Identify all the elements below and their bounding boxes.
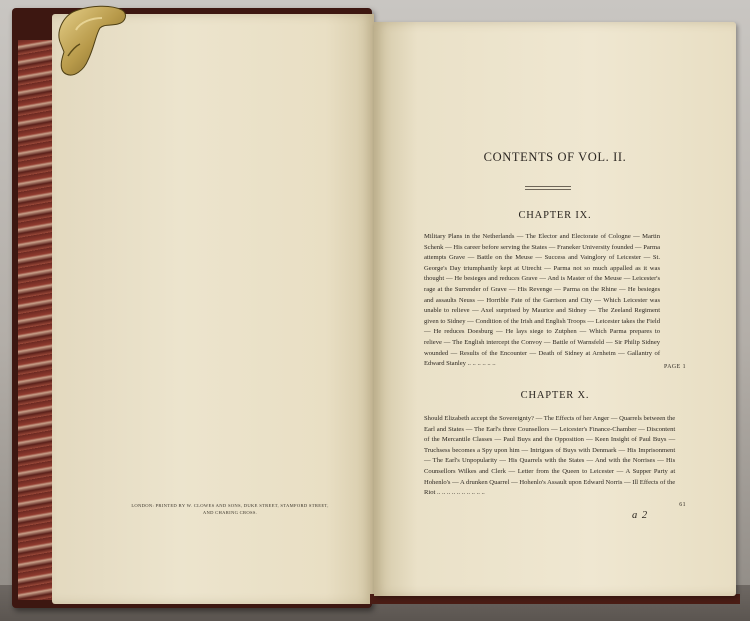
title-rule [525,186,571,190]
page-reference: 61 [679,502,686,508]
contents-title: CONTENTS OF VOL. II. [483,150,627,164]
imprint-line-1: LONDON: PRINTED BY W. CLOWES AND SONS, DUKE STREET, STAMFORD STREET, [131,503,329,508]
brass-hand-bookmark-icon [50,0,130,80]
chapter-synopsis [424,414,686,511]
imprint-line-2: AND CHARING CROSS. [202,510,258,515]
synopsis-text: Should Elizabeth accept the Sovereignty? — The Effects of her Anger — Quarrels between the Earl and States — The Earl's three Counsellors — Leicester's Finance-Chamber — Discontent of the Mercantile Classes — Paul Buys and the Opposition — Keen Insight of Paul Buys — Truchsess becomes a Spy upon him — Intrigues of Buys with Denmark — His Imprisonment — The Earl's Unpopularity — His Quarrels with the States — And with the Norrises — His Counsellors Wilkes and Clerk — Letter from the Queen to Leicester — A Supper Party at Hohenlo's — A drunken Quarrel — Hohenlo's Assault upon Edward Norris — Ill Effects of the Riot .. .. .. .. .. .. .. .. .. .. [424,415,676,497]
page-reference: PAGE 1 [664,364,686,370]
synopsis-text: Military Plans in the Netherlands — The Elector and Electorate of Cologne — Martin Schenk — His career before serving the States — Franeker University founded — Parma attempts Grave — Battle on the Meuse — Success and Vainglory of Leicester — St. George's Day triumphantly kept at Utrecht — Parma not so much appalled as it was thought — He besieges and reduces Grave — And is Master of the Meuse — Leicester's rage at the Surrender of Grave — His Revenge — Parma on the Rhine — He besieges and assaults Neuss — Horrible Fate of the Garrison and City — Which Leicester was unable to relieve — Axel surprised by Maurice and Sidney — The Zeeland Regiment given to Sidney — Condition of the Irish and English Troops — Leicester takes the Field — He reduces Doesburg — He lays siege to Zutphen — Which Parma prepares to relieve — The English intercept the Convoy — Battle of Warnsfeld — Sir Philip Sidney wounded — Results of the Encounter — Death of Sidney at Arnheim — Gallantry of Edward Stanley .. .. .. .. .. .. [424,233,661,368]
printer-imprint [110,502,350,516]
chapter-heading: CHAPTER IX. [518,210,592,221]
chapter-heading: CHAPTER X. [520,390,590,401]
chapter-synopsis [424,232,686,373]
signature-mark: a 2 [632,510,649,521]
